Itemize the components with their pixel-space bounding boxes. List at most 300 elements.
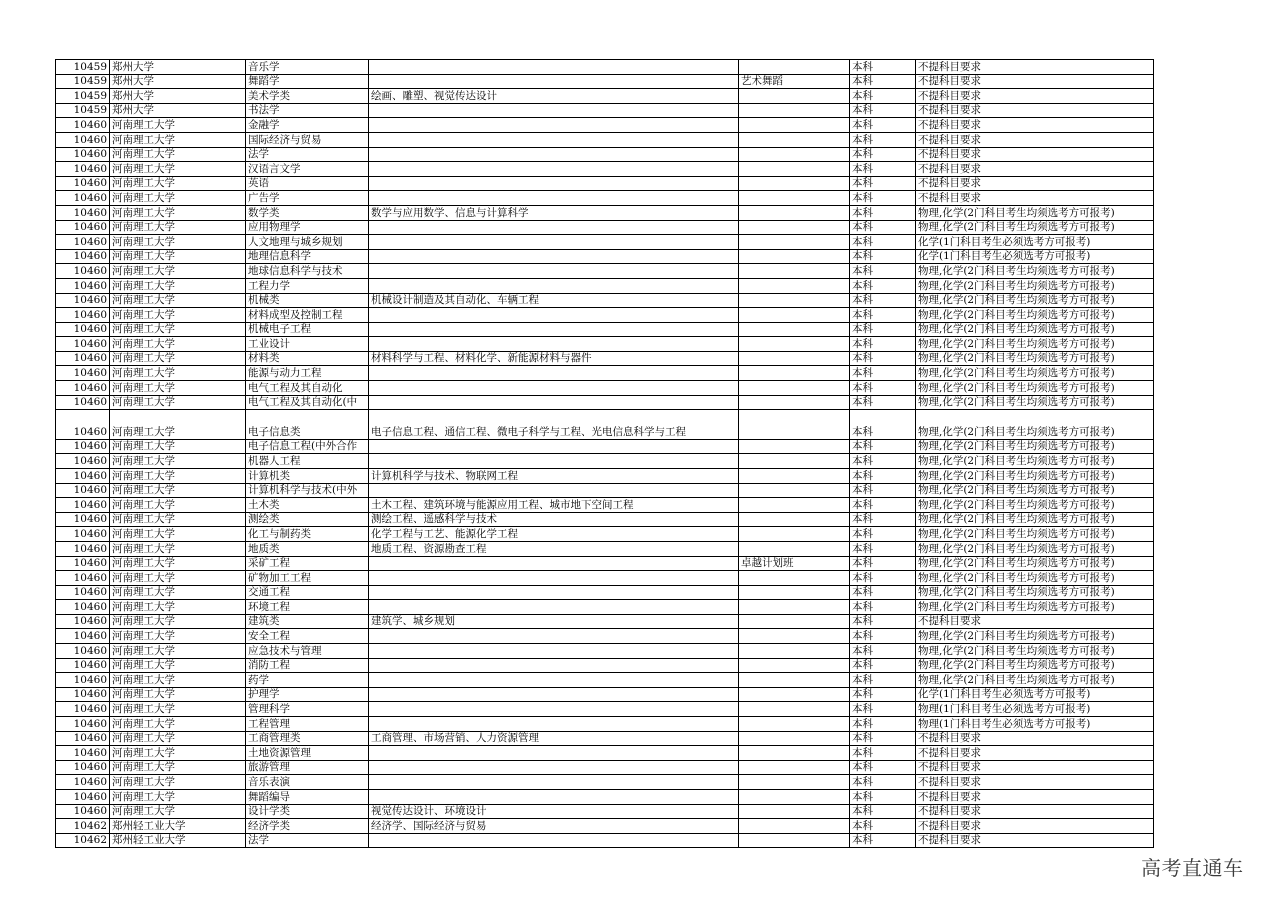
note-cell [739,322,850,337]
school-name-cell: 河南理工大学 [110,717,246,732]
included-majors-cell: 测绘工程、遥感科学与技术 [369,512,739,527]
level-cell: 本科 [850,191,916,206]
table-row [56,644,1154,659]
school-code-cell: 10459 [56,89,110,104]
school-name-cell: 河南理工大学 [110,512,246,527]
school-name-cell: 河南理工大学 [110,220,246,235]
level-cell: 本科 [850,585,916,600]
level-cell: 本科 [850,541,916,556]
level-cell: 本科 [850,658,916,673]
level-cell: 本科 [850,293,916,308]
included-majors-cell [369,118,739,133]
school-name-cell: 河南理工大学 [110,278,246,293]
note-cell [739,103,850,118]
major-name-cell: 广告学 [246,191,369,206]
subject-requirement-cell: 不提科目要求 [916,74,1154,89]
level-cell: 本科 [850,220,916,235]
school-code-cell: 10460 [56,439,110,454]
school-code-cell: 10460 [56,278,110,293]
table-row [56,410,1154,440]
level-cell: 本科 [850,775,916,790]
level-cell: 本科 [850,629,916,644]
note-cell [739,205,850,220]
school-name-cell: 河南理工大学 [110,629,246,644]
major-name-cell: 土地资源管理 [246,746,369,761]
school-name-cell: 河南理工大学 [110,439,246,454]
level-cell: 本科 [850,571,916,586]
note-cell [739,600,850,615]
level-cell: 本科 [850,673,916,688]
major-name-cell: 工商管理类 [246,731,369,746]
major-name-cell: 金融学 [246,118,369,133]
table-row [56,541,1154,556]
table-row [56,527,1154,542]
school-code-cell: 10460 [56,512,110,527]
school-code-cell: 10460 [56,468,110,483]
level-cell: 本科 [850,483,916,498]
included-majors-cell: 机械设计制造及其自动化、车辆工程 [369,293,739,308]
major-name-cell: 消防工程 [246,658,369,673]
major-name-cell: 数学类 [246,205,369,220]
school-code-cell: 10460 [56,600,110,615]
school-code-cell: 10460 [56,249,110,264]
school-name-cell: 河南理工大学 [110,527,246,542]
subject-requirement-cell: 物理,化学(2门科目考生均须选考方可报考) [916,556,1154,571]
table-row [56,249,1154,264]
level-cell: 本科 [850,498,916,513]
school-name-cell: 河南理工大学 [110,702,246,717]
level-cell: 本科 [850,746,916,761]
school-name-cell: 河南理工大学 [110,322,246,337]
table-row [56,220,1154,235]
note-cell [739,118,850,133]
table-row [56,147,1154,162]
subject-requirement-cell: 不提科目要求 [916,162,1154,177]
table-row [56,819,1154,834]
school-code-cell: 10460 [56,162,110,177]
included-majors-cell [369,454,739,469]
major-name-cell: 书法学 [246,103,369,118]
level-cell: 本科 [850,235,916,250]
subject-requirement-cell: 化学(1门科目考生必须选考方可报考) [916,235,1154,250]
major-name-cell: 机械电子工程 [246,322,369,337]
subject-requirement-cell: 不提科目要求 [916,103,1154,118]
included-majors-cell [369,381,739,396]
note-cell [739,687,850,702]
major-name-cell: 地理信息科学 [246,249,369,264]
school-code-cell: 10459 [56,103,110,118]
school-name-cell: 河南理工大学 [110,351,246,366]
table-row [56,89,1154,104]
note-cell [739,220,850,235]
subject-requirement-cell: 物理,化学(2门科目考生均须选考方可报考) [916,220,1154,235]
subject-requirement-cell: 物理,化学(2门科目考生均须选考方可报考) [916,351,1154,366]
subject-requirement-cell: 物理,化学(2门科目考生均须选考方可报考) [916,571,1154,586]
included-majors-cell [369,775,739,790]
level-cell: 本科 [850,804,916,819]
level-cell: 本科 [850,351,916,366]
school-code-cell: 10460 [56,585,110,600]
level-cell: 本科 [850,381,916,396]
included-majors-cell: 数学与应用数学、信息与计算科学 [369,205,739,220]
subject-requirement-cell: 物理,化学(2门科目考生均须选考方可报考) [916,512,1154,527]
included-majors-cell [369,585,739,600]
note-cell [739,833,850,848]
included-majors-cell [369,556,739,571]
major-name-cell: 材料成型及控制工程 [246,308,369,323]
level-cell: 本科 [850,556,916,571]
level-cell: 本科 [850,687,916,702]
subject-requirement-cell: 物理,化学(2门科目考生均须选考方可报考) [916,454,1154,469]
table-row [56,264,1154,279]
note-cell [739,293,850,308]
included-majors-cell [369,278,739,293]
subject-requirement-cell: 不提科目要求 [916,176,1154,191]
table-row [56,351,1154,366]
major-name-cell: 舞蹈学 [246,74,369,89]
school-code-cell: 10460 [56,220,110,235]
school-name-cell: 河南理工大学 [110,760,246,775]
school-code-cell: 10460 [56,366,110,381]
table-row [56,760,1154,775]
included-majors-cell [369,483,739,498]
level-cell: 本科 [850,89,916,104]
level-cell: 本科 [850,512,916,527]
table-row [56,308,1154,323]
school-code-cell: 10460 [56,702,110,717]
level-cell: 本科 [850,833,916,848]
subject-requirement-cell: 物理,化学(2门科目考生均须选考方可报考) [916,308,1154,323]
table-row [56,790,1154,805]
school-code-cell: 10460 [56,264,110,279]
school-code-cell: 10460 [56,381,110,396]
note-cell [739,468,850,483]
major-name-cell: 舞蹈编导 [246,790,369,805]
level-cell: 本科 [850,322,916,337]
note-cell [739,249,850,264]
school-name-cell: 河南理工大学 [110,264,246,279]
major-name-cell: 电子信息工程(中外合作 [246,439,369,454]
included-majors-cell [369,103,739,118]
included-majors-cell [369,760,739,775]
school-code-cell: 10460 [56,191,110,206]
included-majors-cell [369,687,739,702]
subject-requirement-cell: 不提科目要求 [916,804,1154,819]
major-name-cell: 地质类 [246,541,369,556]
included-majors-cell [369,147,739,162]
subject-requirement-cell: 物理,化学(2门科目考生均须选考方可报考) [916,322,1154,337]
table-row [56,395,1154,410]
included-majors-cell: 电子信息工程、通信工程、微电子科学与工程、光电信息科学与工程 [369,410,739,440]
major-name-cell: 测绘类 [246,512,369,527]
major-name-cell: 土木类 [246,498,369,513]
school-code-cell: 10460 [56,308,110,323]
included-majors-cell [369,673,739,688]
note-cell [739,483,850,498]
school-name-cell: 河南理工大学 [110,132,246,147]
note-cell [739,308,850,323]
major-name-cell: 材料类 [246,351,369,366]
table-row [56,702,1154,717]
included-majors-cell [369,629,739,644]
included-majors-cell [369,308,739,323]
note-cell [739,775,850,790]
subject-requirement-cell: 物理,化学(2门科目考生均须选考方可报考) [916,381,1154,396]
level-cell: 本科 [850,702,916,717]
school-code-cell: 10460 [56,673,110,688]
school-code-cell: 10460 [56,804,110,819]
school-code-cell: 10462 [56,833,110,848]
note-cell [739,658,850,673]
major-name-cell: 应用物理学 [246,220,369,235]
table-row [56,176,1154,191]
major-name-cell: 建筑类 [246,614,369,629]
included-majors-cell [369,790,739,805]
subject-requirement-cell: 物理,化学(2门科目考生均须选考方可报考) [916,498,1154,513]
subject-requirement-cell: 物理,化学(2门科目考生均须选考方可报考) [916,673,1154,688]
admission-requirements-table [55,59,1154,848]
note-cell [739,717,850,732]
major-name-cell: 旅游管理 [246,760,369,775]
note-cell [739,351,850,366]
note-cell [739,278,850,293]
school-name-cell: 河南理工大学 [110,454,246,469]
major-name-cell: 工业设计 [246,337,369,352]
school-name-cell: 河南理工大学 [110,249,246,264]
note-cell [739,512,850,527]
included-majors-cell [369,746,739,761]
major-name-cell: 机械类 [246,293,369,308]
included-majors-cell: 化学工程与工艺、能源化学工程 [369,527,739,542]
level-cell: 本科 [850,600,916,615]
table-row [56,454,1154,469]
table-row [56,439,1154,454]
school-name-cell: 河南理工大学 [110,468,246,483]
table-body [56,60,1154,848]
school-code-cell: 10460 [56,205,110,220]
major-name-cell: 环境工程 [246,600,369,615]
included-majors-cell: 绘画、雕塑、视觉传达设计 [369,89,739,104]
school-name-cell: 河南理工大学 [110,176,246,191]
school-name-cell: 河南理工大学 [110,687,246,702]
school-code-cell: 10460 [56,658,110,673]
subject-requirement-cell: 物理,化学(2门科目考生均须选考方可报考) [916,585,1154,600]
included-majors-cell [369,235,739,250]
school-name-cell: 河南理工大学 [110,235,246,250]
school-code-cell: 10460 [56,118,110,133]
school-name-cell: 河南理工大学 [110,337,246,352]
subject-requirement-cell: 不提科目要求 [916,89,1154,104]
table-row [56,600,1154,615]
subject-requirement-cell: 物理,化学(2门科目考生均须选考方可报考) [916,644,1154,659]
level-cell: 本科 [850,395,916,410]
subject-requirement-cell: 不提科目要求 [916,833,1154,848]
included-majors-cell [369,249,739,264]
level-cell: 本科 [850,468,916,483]
subject-requirement-cell: 物理,化学(2门科目考生均须选考方可报考) [916,395,1154,410]
included-majors-cell [369,162,739,177]
major-name-cell: 工程管理 [246,717,369,732]
note-cell [739,629,850,644]
major-name-cell: 法学 [246,833,369,848]
major-name-cell: 矿物加工工程 [246,571,369,586]
school-name-cell: 河南理工大学 [110,118,246,133]
included-majors-cell [369,322,739,337]
table-row [56,512,1154,527]
table-row [56,468,1154,483]
note-cell [739,176,850,191]
included-majors-cell [369,395,739,410]
subject-requirement-cell: 物理,化学(2门科目考生均须选考方可报考) [916,366,1154,381]
school-name-cell: 河南理工大学 [110,191,246,206]
school-code-cell: 10460 [56,498,110,513]
major-name-cell: 计算机科学与技术(中外 [246,483,369,498]
major-name-cell: 汉语言文学 [246,162,369,177]
included-majors-cell [369,717,739,732]
school-code-cell: 10460 [56,629,110,644]
level-cell: 本科 [850,162,916,177]
subject-requirement-cell: 化学(1门科目考生必须选考方可报考) [916,687,1154,702]
note-cell [739,235,850,250]
subject-requirement-cell: 不提科目要求 [916,147,1154,162]
table-row [56,483,1154,498]
school-name-cell: 郑州大学 [110,60,246,75]
table-row [56,118,1154,133]
note-cell [739,147,850,162]
school-code-cell: 10460 [56,351,110,366]
school-name-cell: 河南理工大学 [110,804,246,819]
note-cell [739,673,850,688]
subject-requirement-cell: 不提科目要求 [916,760,1154,775]
level-cell: 本科 [850,118,916,133]
included-majors-cell: 工商管理、市场营销、人力资源管理 [369,731,739,746]
level-cell: 本科 [850,147,916,162]
level-cell: 本科 [850,439,916,454]
school-code-cell: 10459 [56,60,110,75]
school-name-cell: 河南理工大学 [110,556,246,571]
school-code-cell: 10459 [56,74,110,89]
subject-requirement-cell: 物理,化学(2门科目考生均须选考方可报考) [916,205,1154,220]
subject-requirement-cell: 物理,化学(2门科目考生均须选考方可报考) [916,541,1154,556]
level-cell: 本科 [850,614,916,629]
school-code-cell: 10460 [56,395,110,410]
subject-requirement-cell: 物理,化学(2门科目考生均须选考方可报考) [916,278,1154,293]
subject-requirement-cell: 化学(1门科目考生必须选考方可报考) [916,249,1154,264]
school-code-cell: 10460 [56,410,110,440]
note-cell [739,585,850,600]
school-name-cell: 河南理工大学 [110,381,246,396]
school-name-cell: 河南理工大学 [110,293,246,308]
school-name-cell: 河南理工大学 [110,147,246,162]
note-cell [739,614,850,629]
school-code-cell: 10460 [56,717,110,732]
note-cell [739,527,850,542]
major-name-cell: 管理科学 [246,702,369,717]
school-code-cell: 10460 [56,527,110,542]
school-name-cell: 河南理工大学 [110,571,246,586]
level-cell: 本科 [850,249,916,264]
subject-requirement-cell: 不提科目要求 [916,60,1154,75]
level-cell: 本科 [850,132,916,147]
level-cell: 本科 [850,644,916,659]
level-cell: 本科 [850,60,916,75]
watermark-text: 高考直通车 [1141,856,1244,880]
school-code-cell: 10460 [56,454,110,469]
note-cell: 艺术舞蹈 [739,74,850,89]
note-cell [739,337,850,352]
note-cell: 卓越计划班 [739,556,850,571]
level-cell: 本科 [850,366,916,381]
table-row [56,132,1154,147]
subject-requirement-cell: 物理,化学(2门科目考生均须选考方可报考) [916,410,1154,440]
level-cell: 本科 [850,819,916,834]
school-code-cell: 10460 [56,731,110,746]
included-majors-cell [369,220,739,235]
note-cell [739,731,850,746]
subject-requirement-cell: 物理,化学(2门科目考生均须选考方可报考) [916,337,1154,352]
subject-requirement-cell: 物理,化学(2门科目考生均须选考方可报考) [916,293,1154,308]
table-row [56,717,1154,732]
table-row [56,833,1154,848]
subject-requirement-cell: 物理,化学(2门科目考生均须选考方可报考) [916,264,1154,279]
note-cell [739,790,850,805]
school-code-cell: 10460 [56,790,110,805]
note-cell [739,819,850,834]
school-name-cell: 河南理工大学 [110,395,246,410]
school-code-cell: 10460 [56,322,110,337]
note-cell [739,760,850,775]
table-row [56,731,1154,746]
major-name-cell: 采矿工程 [246,556,369,571]
note-cell [739,804,850,819]
table-row [56,191,1154,206]
subject-requirement-cell: 物理,化学(2门科目考生均须选考方可报考) [916,629,1154,644]
major-name-cell: 交通工程 [246,585,369,600]
major-name-cell: 法学 [246,147,369,162]
school-name-cell: 河南理工大学 [110,775,246,790]
subject-requirement-cell: 不提科目要求 [916,132,1154,147]
table-row [56,614,1154,629]
school-code-cell: 10460 [56,687,110,702]
level-cell: 本科 [850,176,916,191]
major-name-cell: 护理学 [246,687,369,702]
table-row [56,322,1154,337]
note-cell [739,410,850,440]
school-name-cell: 河南理工大学 [110,483,246,498]
school-code-cell: 10460 [56,746,110,761]
level-cell: 本科 [850,790,916,805]
school-code-cell: 10460 [56,147,110,162]
major-name-cell: 电气工程及其自动化(中 [246,395,369,410]
subject-requirement-cell: 物理,化学(2门科目考生均须选考方可报考) [916,483,1154,498]
table-row [56,556,1154,571]
school-name-cell: 河南理工大学 [110,498,246,513]
school-name-cell: 郑州大学 [110,89,246,104]
level-cell: 本科 [850,731,916,746]
school-name-cell: 郑州轻工业大学 [110,819,246,834]
table-row [56,585,1154,600]
major-name-cell: 英语 [246,176,369,191]
table-row [56,629,1154,644]
level-cell: 本科 [850,103,916,118]
school-name-cell: 郑州大学 [110,103,246,118]
note-cell [739,498,850,513]
subject-requirement-cell: 物理,化学(2门科目考生均须选考方可报考) [916,527,1154,542]
major-name-cell: 应急技术与管理 [246,644,369,659]
table-row [56,804,1154,819]
note-cell [739,746,850,761]
table-row [56,658,1154,673]
